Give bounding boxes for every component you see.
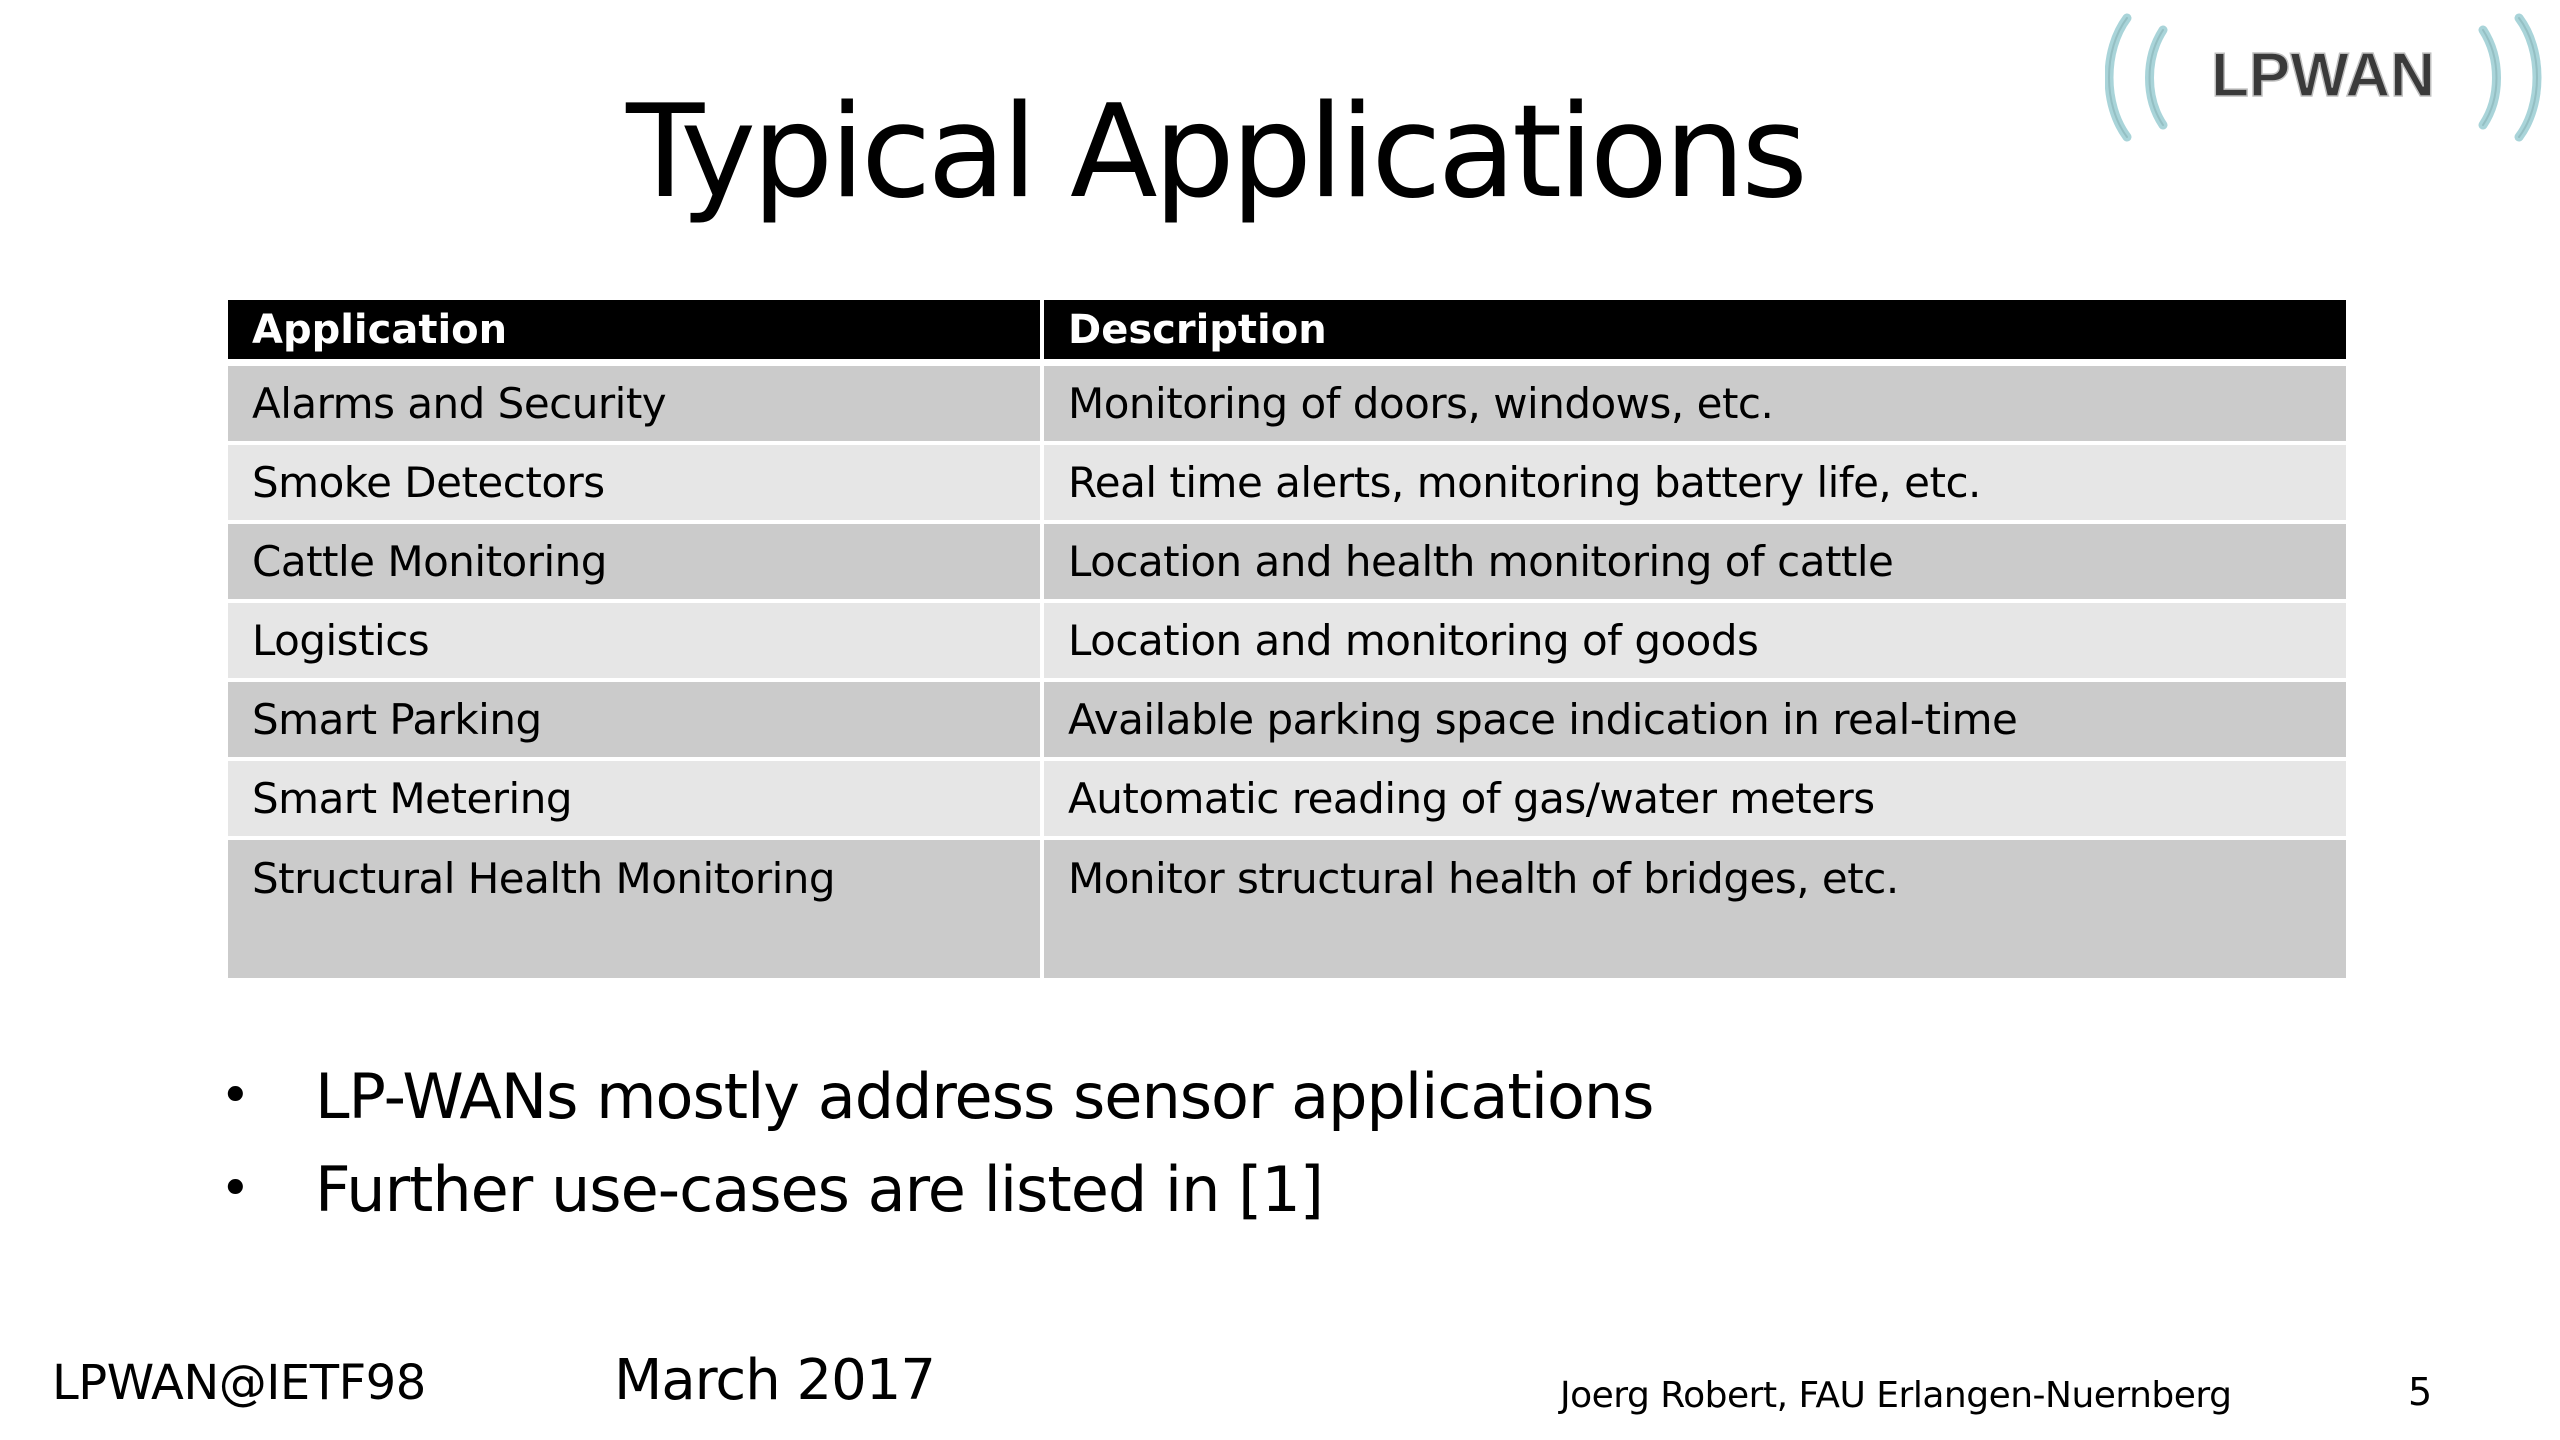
application-cell: Logistics [228, 603, 1040, 682]
bullet-text: Further use-cases are listed in [1] [315, 1153, 1323, 1226]
application-cell: Smart Parking [228, 682, 1040, 761]
table-header-row [228, 300, 2346, 366]
bullet-dot: • [220, 1066, 250, 1126]
table-row [228, 445, 2346, 524]
application-cell: Smoke Detectors [228, 445, 1040, 524]
bullet-text: LP-WANs mostly address sensor applications [315, 1060, 1654, 1133]
footer-author: Joerg Robert, FAU Erlangen-Nuernberg [1560, 1375, 2232, 1416]
page-number: 5 [2408, 1370, 2433, 1414]
footer-event: LPWAN@IETF98 [52, 1355, 426, 1411]
description-cell: Available parking space indication in real-time [1040, 682, 2346, 761]
table-row [228, 761, 2346, 840]
lpwan-logo-text: LPWAN [2211, 41, 2435, 110]
bullet-item [210, 1143, 1653, 1236]
bullet-item [210, 1050, 1653, 1143]
applications-table [228, 300, 2346, 978]
footer-date: March 2017 [614, 1348, 936, 1413]
description-cell: Real time alerts, monitoring battery life, etc. [1040, 445, 2346, 524]
table-row [228, 840, 2346, 978]
table-row [228, 366, 2346, 445]
header-application: Application [228, 300, 1040, 366]
description-cell: Automatic reading of gas/water meters [1040, 761, 2346, 840]
table-row [228, 524, 2346, 603]
description-cell: Monitoring of doors, windows, etc. [1040, 366, 2346, 445]
application-cell: Structural Health Monitoring [228, 840, 1040, 978]
table-row [228, 603, 2346, 682]
bullet-list [210, 1050, 1653, 1236]
description-cell: Location and monitoring of goods [1040, 603, 2346, 682]
application-cell: Smart Metering [228, 761, 1040, 840]
description-cell: Location and health monitoring of cattle [1040, 524, 2346, 603]
description-cell: Monitor structural health of bridges, etc. [1040, 840, 2346, 978]
slide-title: Typical Applications [626, 78, 1804, 227]
application-cell: Cattle Monitoring [228, 524, 1040, 603]
table-row [228, 682, 2346, 761]
header-description: Description [1040, 300, 2346, 366]
application-cell: Alarms and Security [228, 366, 1040, 445]
bullet-dot: • [220, 1159, 250, 1219]
